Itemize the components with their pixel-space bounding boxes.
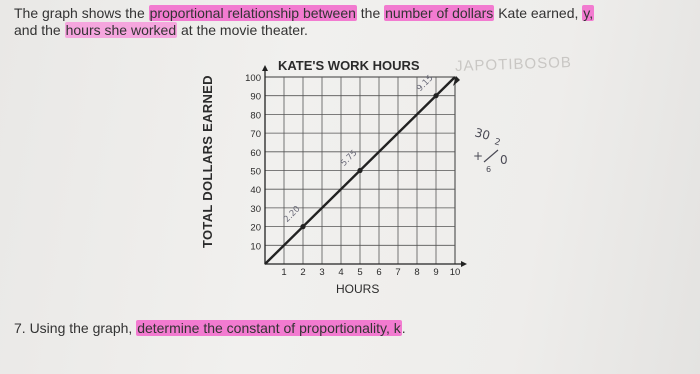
y-tick-label: 50 <box>250 166 261 178</box>
margin-note-line3: 0 <box>500 153 508 167</box>
question-7 <box>14 320 406 336</box>
y-tick-label: 40 <box>250 185 261 197</box>
margin-note-fraction-bar <box>484 150 498 162</box>
highlight-y: y, <box>583 5 594 21</box>
highlight-constant-of-proportionality: determine the constant of proportionality, k <box>137 320 401 336</box>
point-annotation: 5.75 <box>339 148 360 169</box>
y-tick-label: 70 <box>250 129 261 141</box>
chart-title: KATE'S WORK HOURS <box>278 58 420 73</box>
y-tick-label: 60 <box>250 147 261 159</box>
margin-note-line3-sub: 6 <box>486 165 492 174</box>
margin-note-line2: + <box>473 149 484 163</box>
prompt-text: Kate earned, <box>494 5 583 21</box>
margin-note-line1-sub: 2 <box>493 137 502 149</box>
y-axis-label: TOTAL DOLLARS EARNED <box>200 75 215 248</box>
x-tick-label: 3 <box>319 267 325 278</box>
x-tick-label: 10 <box>449 267 461 278</box>
x-tick-label: 2 <box>300 267 306 278</box>
x-tick-label: 5 <box>357 267 363 278</box>
y-axis-arrow <box>262 65 268 71</box>
x-tick-label: 8 <box>414 267 420 278</box>
question-text: . <box>401 320 406 336</box>
prompt-text: the <box>356 5 385 21</box>
question-text: 7. Using the graph, <box>14 320 137 336</box>
highlight-number-of-dollars: number of dollars <box>385 5 494 21</box>
y-tick-label: 20 <box>250 222 261 234</box>
data-point <box>433 93 438 98</box>
y-tick-label: 80 <box>250 110 261 122</box>
y-tick-label: 100 <box>245 73 261 84</box>
y-tick-label: 90 <box>250 91 261 103</box>
prompt-text: and the <box>14 22 65 38</box>
y-tick-label: 10 <box>250 241 261 253</box>
prompt-text: The graph shows the <box>14 5 149 21</box>
point-annotation: 9.15 <box>415 73 436 94</box>
x-tick-label: 7 <box>395 267 401 278</box>
x-tick-label: 4 <box>338 267 344 278</box>
margin-note-line1: 30 <box>473 125 492 143</box>
x-axis-label: HOURS <box>336 282 380 296</box>
point-annotation: 2.20 <box>282 204 303 225</box>
x-tick-label: 9 <box>433 267 439 278</box>
x-tick-label: 6 <box>376 267 382 278</box>
highlight-proportional: proportional relationship between <box>149 5 356 21</box>
data-point <box>300 224 305 229</box>
prompt-text: at the movie theater. <box>177 22 308 38</box>
x-tick-label: 1 <box>281 267 287 278</box>
y-tick-label: 30 <box>250 203 261 215</box>
data-point <box>357 168 362 173</box>
bleed-through-text: JAPOTIBOSOB <box>454 53 573 76</box>
margin-calculation <box>473 125 508 174</box>
highlight-hours-she-worked: hours she worked <box>65 22 177 38</box>
x-axis-arrow <box>461 261 467 267</box>
